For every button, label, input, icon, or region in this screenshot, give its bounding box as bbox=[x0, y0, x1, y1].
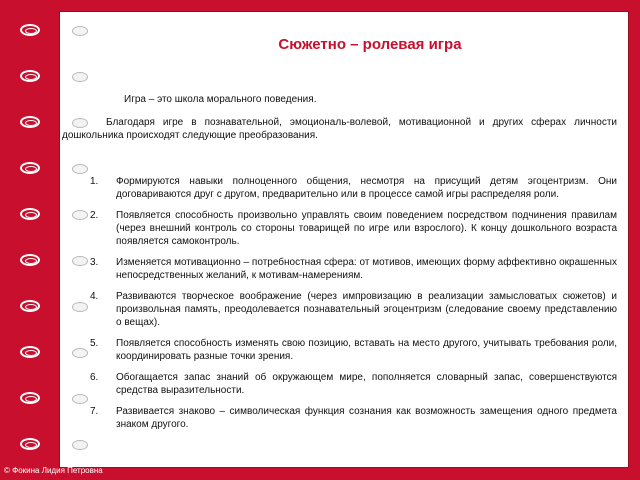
punch-hole-icon bbox=[72, 26, 88, 36]
transformations-list bbox=[90, 175, 617, 439]
ring-icon bbox=[20, 346, 40, 358]
ring-icon bbox=[20, 300, 40, 312]
list-number: 2. bbox=[90, 210, 99, 221]
punch-hole-icon bbox=[72, 210, 88, 220]
list-number: 1. bbox=[90, 176, 99, 187]
ring-icon bbox=[20, 254, 40, 266]
ring-icon bbox=[20, 70, 40, 82]
list-item bbox=[90, 290, 617, 329]
list-item bbox=[90, 209, 617, 248]
punch-hole-icon bbox=[72, 256, 88, 266]
punch-hole-icon bbox=[72, 72, 88, 82]
list-item bbox=[90, 337, 617, 363]
list-item-text: Формируются навыки полноценного общения, несмотря на присущий детям эгоцентризм. Они договариваются друг с другом, предварительно или в процессе самой игры распределяя роли. bbox=[116, 176, 617, 200]
list-item-text: Появляется способность изменять свою позицию, вставать на место другого, учитывать требования роли, координировать разные точки зрения. bbox=[116, 338, 617, 362]
ring-icon bbox=[20, 24, 40, 36]
list-number: 5. bbox=[90, 338, 99, 349]
punch-hole-icon bbox=[72, 164, 88, 174]
punch-hole-icon bbox=[72, 394, 88, 404]
list-item-text: Изменяется мотивационно – потребностная сфера: от мотивов, имеющих форму аффективно окрашенных непосредственных желаний, к мотивам-намерениям. bbox=[116, 257, 617, 281]
page-title: Сюжетно – ролевая игра bbox=[278, 36, 462, 53]
list-number: 7. bbox=[90, 406, 99, 417]
list-item-text: Появляется способность произвольно управлять своим поведением посредством подчинения правилам (через внешний контроль со стороны товарищей по игре или взрослого). К концу дошкольного возраста появляется самоконтроль. bbox=[116, 210, 617, 247]
ring-icon bbox=[20, 392, 40, 404]
punch-hole-icon bbox=[72, 348, 88, 358]
punch-hole-icon bbox=[72, 440, 88, 450]
paragraph-text: Благодаря игре в познавательной, эмоциональ-волевой, мотивационной и других сферах личности дошкольника происходят следующие преобразования. bbox=[62, 117, 617, 141]
binder-rings bbox=[0, 0, 60, 480]
list-item-text: Развиваются творческое воображение (через импровизацию в реализации замысловатых сюжетов) и произвольная память, преодолевается познавательный эгоцентризм (следование своему представлению о вещах). bbox=[116, 291, 617, 328]
list-item-text: Обогащается запас знаний об окружающем мире, пополняется словарный запас, совершенствуются средства выразительности. bbox=[116, 372, 617, 396]
ring-icon bbox=[20, 208, 40, 220]
intro-text: Игра – это школа морального поведения. bbox=[124, 94, 317, 105]
list-number: 4. bbox=[90, 291, 99, 302]
list-number: 6. bbox=[90, 372, 99, 383]
list-item bbox=[90, 175, 617, 201]
ring-icon bbox=[20, 438, 40, 450]
list-item bbox=[90, 256, 617, 282]
copyright-text: © Фокина Лидия Петровна bbox=[4, 466, 103, 475]
punch-hole-icon bbox=[72, 302, 88, 312]
list-item bbox=[90, 371, 617, 397]
list-number: 3. bbox=[90, 257, 99, 268]
ring-icon bbox=[20, 162, 40, 174]
list-item-text: Развивается знаково – символическая функция сознания как возможность замещения одного предмета знаком другого. bbox=[116, 406, 617, 430]
ring-icon bbox=[20, 116, 40, 128]
list-item bbox=[90, 405, 617, 431]
notebook-page bbox=[60, 12, 628, 467]
